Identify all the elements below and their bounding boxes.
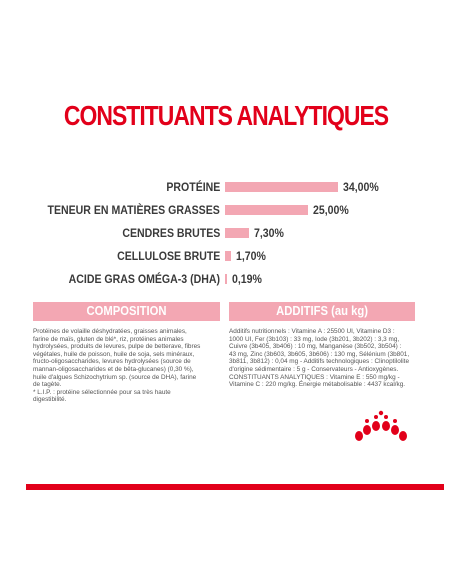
additives-line: 1000 UI, Fer (3b103) : 33 mg, Iode (3b201, 3b202) : 3,3 mg, bbox=[229, 335, 400, 343]
tick-label: PROTÉINE bbox=[166, 180, 220, 194]
composition-line: mannan-oligosaccharides et de bêta-glucanes) (0,30 %), bbox=[33, 365, 194, 373]
additives-line: Vitamine C : 220 mg/kg. Énergie métabolisable : 4437 kcal/kg. bbox=[229, 381, 406, 389]
additives-heading-label: ADDITIFS (au kg) bbox=[276, 304, 368, 318]
bar-row bbox=[0, 176, 452, 198]
composition-line: * L.I.P. : protéine sélectionnée pour sa très haute bbox=[33, 388, 171, 396]
bar-row bbox=[0, 222, 452, 244]
composition-line: fructo-oligosaccharides, levures hydrolysées (source de bbox=[33, 358, 191, 366]
tick-label: CENDRES BRUTES bbox=[122, 226, 220, 240]
bar bbox=[225, 251, 231, 261]
data-label: 1,70% bbox=[236, 249, 266, 263]
composition-heading-label: COMPOSITION bbox=[86, 304, 167, 318]
bar-row bbox=[0, 268, 452, 290]
composition-line: de tagète. bbox=[33, 381, 62, 389]
additives-text bbox=[229, 328, 415, 389]
composition-line: végétales, huile de poisson, huile de soja, sels minéraux, bbox=[33, 350, 195, 358]
bar bbox=[225, 182, 338, 192]
additives-line: Additifs nutritionnels : Vitamine A : 25500 UI, Vitamine D3 : bbox=[229, 328, 395, 335]
royal-canin-crown-logo bbox=[352, 410, 412, 444]
data-label: 25,00% bbox=[313, 203, 349, 217]
composition-line: hydrolysées, produits de levures, pulpe de betterave, fibres bbox=[33, 343, 201, 351]
bar-row bbox=[0, 199, 452, 221]
bottom-divider bbox=[26, 484, 444, 490]
composition-line: digestibilité. bbox=[33, 396, 67, 404]
additives-line: 3b811, 3b812) : 0,04 mg - Additifs technologiques : Clinoptilolite bbox=[229, 358, 409, 366]
data-label: 0,19% bbox=[232, 272, 262, 286]
bar bbox=[225, 205, 308, 215]
additives-line: CONSTITUANTS ANALYTIQUES : Vitamine E : 550 mg/kg - bbox=[229, 373, 400, 381]
data-label: 34,00% bbox=[343, 180, 379, 194]
composition-line: farine de maïs, gluten de blé*, riz, protéines animales bbox=[33, 335, 184, 343]
additives-line: 43 mg, Zinc (3b603, 3b605, 3b606) : 130 mg, Sélénium (3b801, bbox=[229, 350, 410, 358]
additives-heading bbox=[229, 302, 415, 321]
tick-label: TENEUR EN MATIÈRES GRASSES bbox=[47, 203, 220, 217]
composition-text bbox=[33, 328, 223, 404]
bar-row bbox=[0, 245, 452, 267]
bar bbox=[225, 228, 249, 238]
tick-label: ACIDE GRAS OMÉGA-3 (DHA) bbox=[68, 272, 220, 286]
composition-line: Protéines de volaille déshydratées, graisses animales, bbox=[33, 328, 187, 335]
additives-line: d'origine sédimentaire : 5 g - Conservateurs - Antioxygènes. bbox=[229, 365, 399, 373]
data-label: 7,30% bbox=[254, 226, 284, 240]
additives-line: Cuivre (3b405, 3b406) : 10 mg, Manganèse (3b502, 3b504) : bbox=[229, 343, 402, 351]
bar bbox=[225, 274, 227, 284]
page-title: CONSTITUANTS ANALYTIQUES bbox=[63, 100, 389, 131]
composition-line: huile d'algues Schizochytrium sp. (source de DHA), farine bbox=[33, 373, 197, 381]
tick-label: CELLULOSE BRUTE bbox=[116, 249, 220, 263]
composition-heading bbox=[33, 302, 220, 321]
